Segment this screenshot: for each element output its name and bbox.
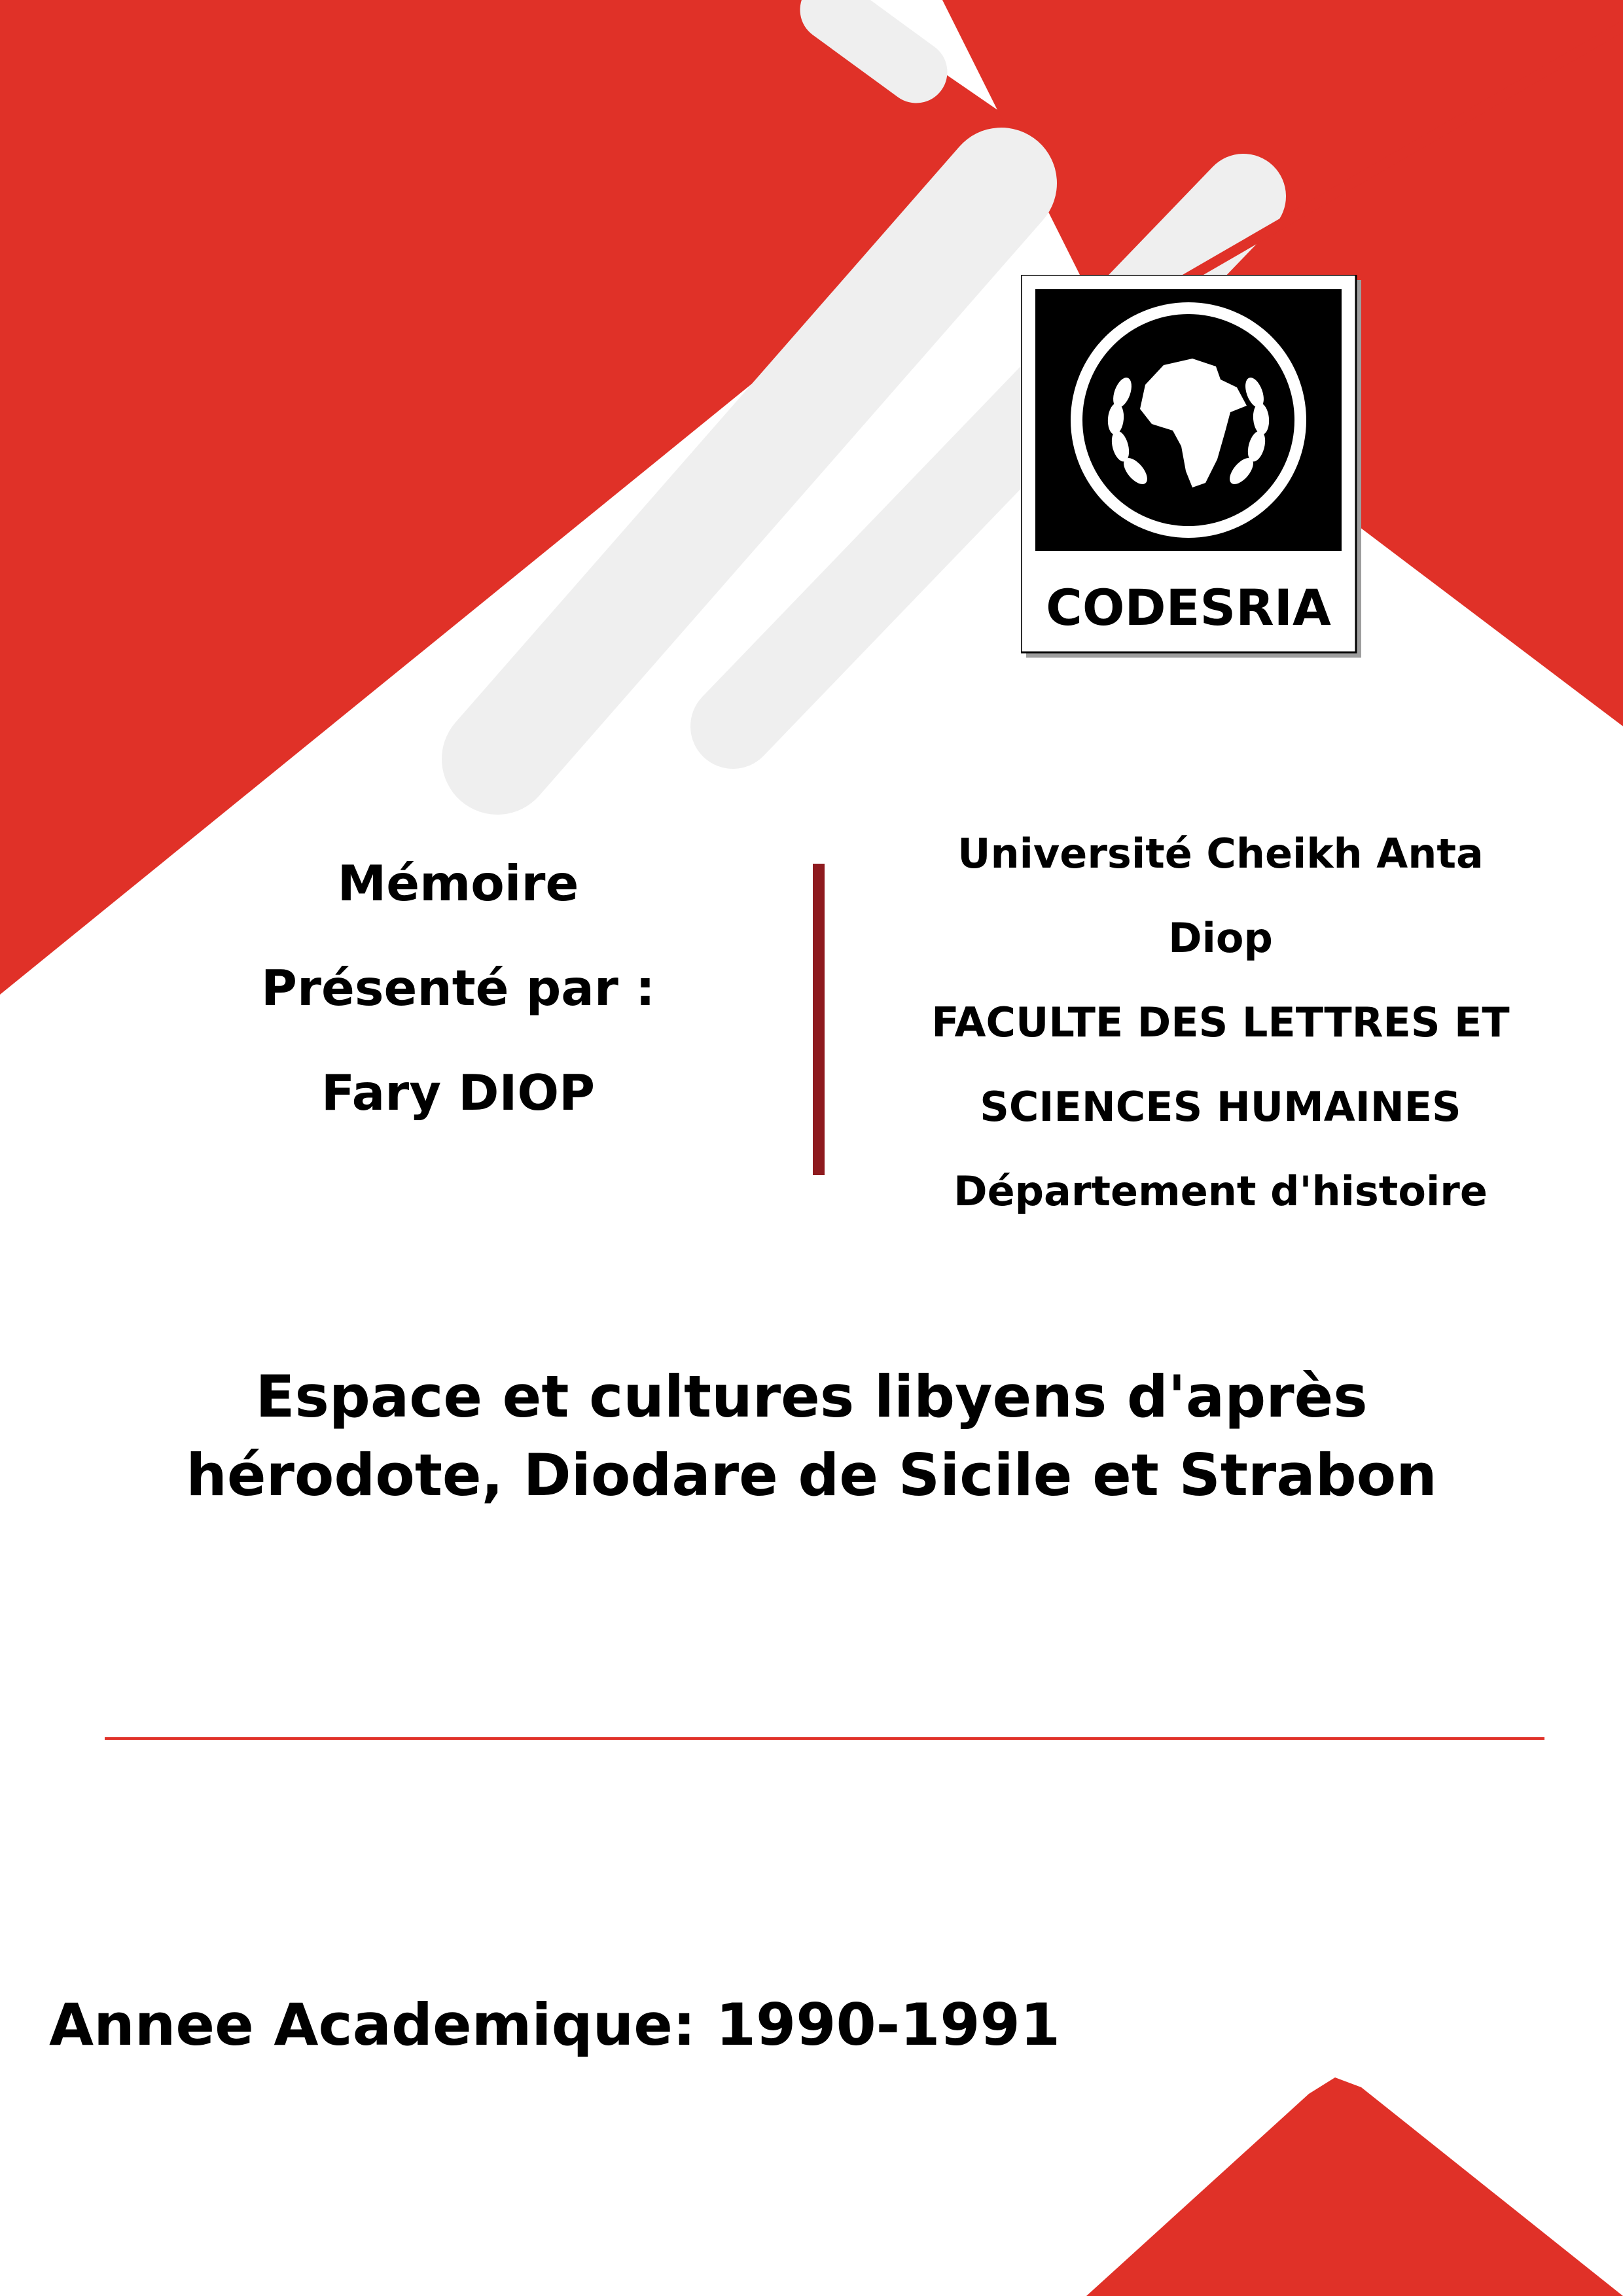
logo-text: CODESRIA [1046, 578, 1331, 637]
academic-year: Annee Academique: 1990-1991 [49, 1991, 1061, 2058]
horizontal-rule [105, 1737, 1544, 1740]
title-line2: hérodote, Diodare de Sicile et Strabon [186, 1441, 1437, 1509]
faculty-line2: SCIENCES HUMAINES [980, 1083, 1461, 1131]
bottom-red-triangle [1086, 2077, 1623, 2296]
author-name: Fary DIOP [321, 1064, 596, 1122]
department: Département d'histoire [954, 1167, 1488, 1215]
institution-block [857, 811, 1584, 1233]
vertical-divider [813, 864, 825, 1175]
presented-by-label: Présenté par : [261, 959, 655, 1017]
codesria-logo [1021, 275, 1361, 658]
title-line1: Espace et cultures libyens d'après [255, 1363, 1368, 1430]
university-name-line1: Université Cheikh Anta [957, 830, 1484, 877]
thesis-title [65, 1358, 1558, 1515]
faculty-line1: FACULTE DES LETTRES ET [931, 998, 1510, 1046]
author-block [196, 831, 720, 1145]
university-name-line2: Diop [1168, 914, 1273, 962]
document-type: Mémoire [337, 855, 579, 912]
